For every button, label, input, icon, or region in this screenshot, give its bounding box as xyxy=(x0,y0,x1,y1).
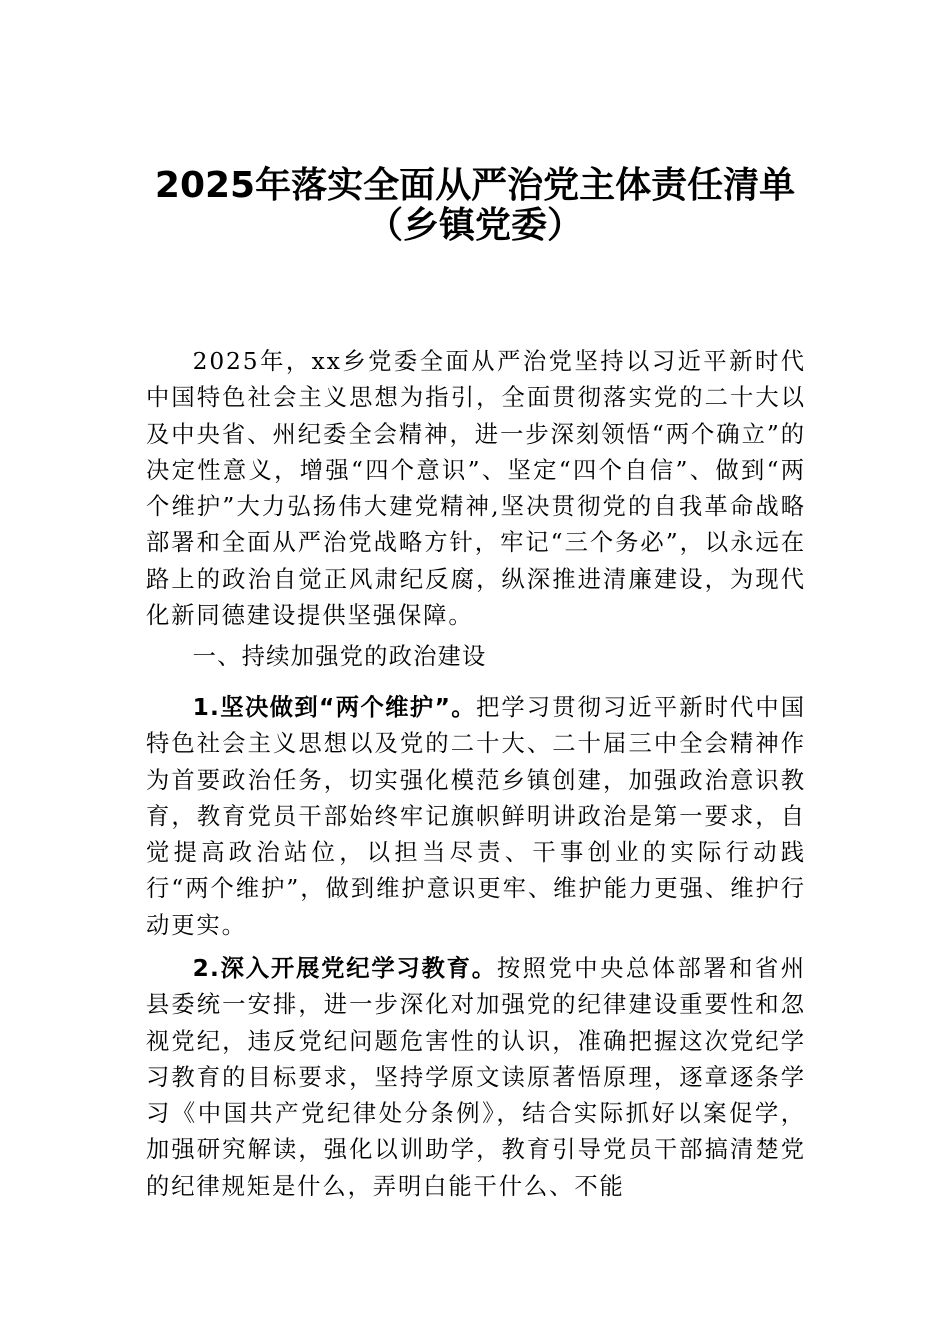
list-item xyxy=(146,951,806,1205)
list-item xyxy=(146,690,806,944)
document-subtitle-text: （乡镇党委） xyxy=(366,205,583,246)
item-text: 按照党中央总体部署和省州县委统一安排，进一步深化对加强党的纪律建设重要性和忽视党纪，违反党纪问题危害性的认识，准确把握这次党纪学习教育的目标要求，坚持学原文读原著悟原理，逐章逐条学习《中国共产党纪律处分条例》，结合实际抓好以案促学，加强研究解读，强化以训助学，教育引导党员干部搞清楚党的纪律规矩是什么，弄明白能干什么、不能 xyxy=(146,955,806,1200)
item-lead: 1.坚决做到“两个维护”。 xyxy=(192,694,476,721)
section-heading: 一、持续加强党的政治建设 xyxy=(192,643,487,670)
item-text: 把学习贯彻习近平新时代中国特色社会主义思想以及党的二十大、二十届三中全会精神作为首要政治任务，切实强化模范乡镇创建，加强政治意识教育，教育党员干部始终牢记旗帜鲜明讲政治是第一要求，自觉提高政治站位，以担当尽责、干事创业的实际行动践行“两个维护”，做到维护意识更牢、维护能力更强、维护行动更实。 xyxy=(146,694,806,939)
document-title: 2025年落实全面从严治党主体责任清单 xyxy=(154,165,796,206)
intro-paragraph: 2025年，xx乡党委全面从严治党坚持以习近平新时代中国特色社会主义思想为指引，全面贯彻落实党的二十大以及中央省、州纪委全会精神，进一步深刻领悟“两个确立”的决定性意义，增强“四个意识”、坚定“四个自信”、做到“两个维护”大力弘扬伟大建党精神,坚决贯彻党的自我革命战略部署和全面从严治党战略方针，牢记“三个务必”，以永远在路上的政治自觉正风肃纪反腐，纵深推进清廉建设，为现代化新同德建设提供坚强保障。 xyxy=(146,348,806,630)
document-subtitle xyxy=(0,206,950,246)
item-lead: 2.深入开展党纪学习教育。 xyxy=(192,955,497,982)
